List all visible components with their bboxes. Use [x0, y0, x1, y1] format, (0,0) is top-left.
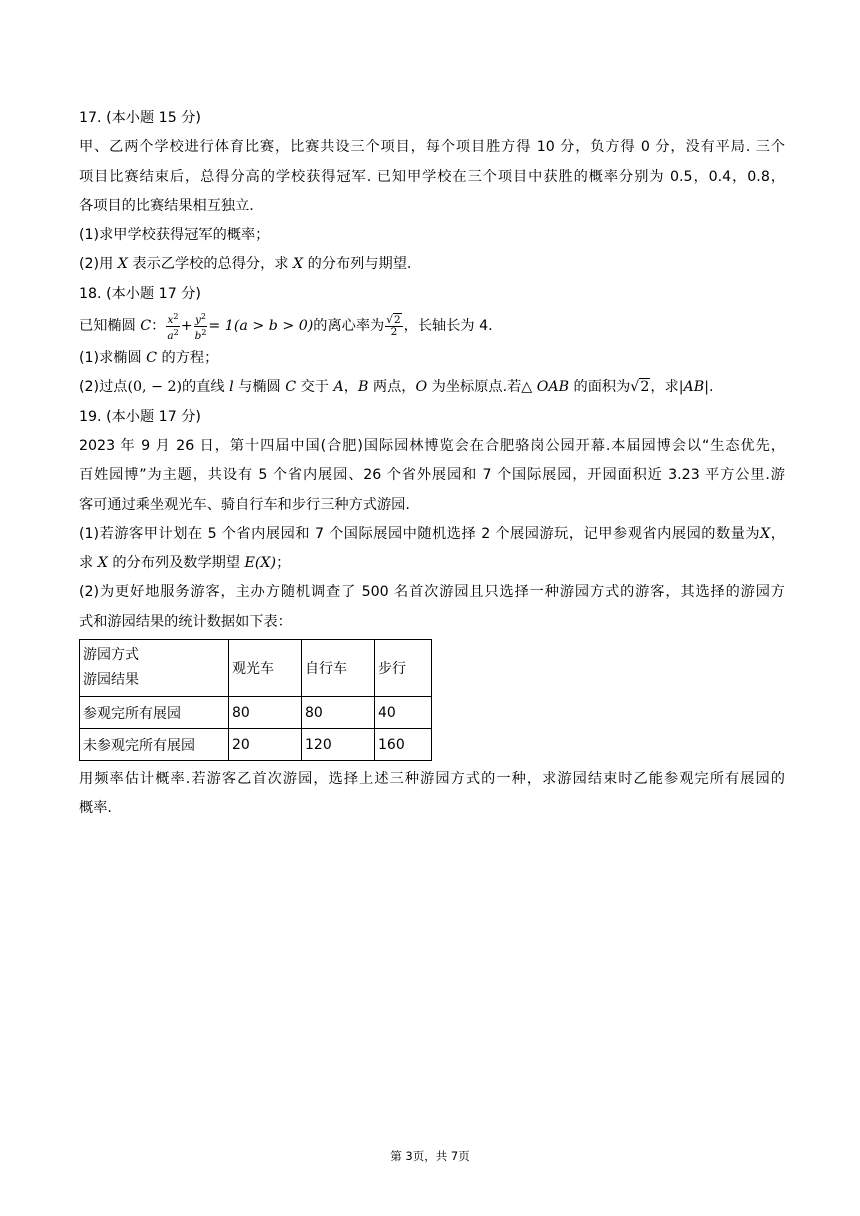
q18-stem — [79, 309, 785, 344]
q18-line-l: l — [229, 379, 234, 396]
column-header: 步行 — [375, 640, 432, 697]
q17-part2-text-c: 的分布列与期望. — [303, 256, 412, 273]
q18-y-sq: 2 — [200, 311, 206, 321]
sqrt-icon: √2 — [630, 379, 650, 396]
q18-part2-c: C — [285, 379, 297, 396]
q18-x: x — [167, 313, 174, 326]
q19-part1-line2-c: ； — [276, 555, 291, 572]
q19-part1-line-1 — [79, 520, 785, 549]
table-cell: 160 — [375, 729, 432, 761]
q19-part1-line2-b: 的分布列及数学期望 — [107, 555, 245, 572]
q18-stem-text-c: ，长轴长为 4. — [403, 318, 493, 335]
q18-eccentricity: $\frac{√2}{2}$ — [386, 313, 401, 338]
q19-stem-line-2: 百姓园博”为主题，共设有 5 个省内展园、26 个省外展园和 7 个国际展园，开园面积近 3.23 平方公里.游 — [79, 467, 785, 484]
q19-title: 19. (本小题 17 分) — [79, 408, 201, 425]
q18-part2-text-g: 为坐标原点.若 — [427, 379, 522, 396]
q19-expectation: E(X) — [244, 555, 277, 572]
q18-ab-length: |AB| — [678, 379, 709, 396]
q18-a-sq: 2 — [173, 327, 179, 337]
q18-part2-text-c: 与椭圆 — [233, 379, 286, 396]
row-label: 参观完所有展园 — [80, 697, 229, 729]
q17-title: 17. (本小题 15 分) — [79, 110, 201, 126]
q18-triangle: △ OAB — [521, 379, 570, 396]
q18-x-sq: 2 — [173, 311, 179, 321]
table-cell: 80 — [302, 697, 375, 729]
sqrt-icon: √2 — [386, 313, 401, 326]
table-cell: 20 — [229, 729, 302, 761]
column-header: 观光车 — [229, 640, 302, 697]
corner-top-label: 游园方式 — [83, 647, 139, 664]
q18-part2-text-f: 两点， — [368, 379, 416, 396]
q18-a: a — [167, 329, 174, 342]
q18-stem-text-b: 的离心率为 — [313, 318, 385, 335]
q18-origin-o: O — [415, 379, 428, 396]
page-content — [79, 104, 785, 824]
q18-b-sq: 2 — [201, 327, 207, 337]
q19-closing-line-2: 概率. — [79, 800, 112, 817]
q18-part1-text-b: 的方程； — [157, 350, 219, 367]
q18-part2 — [79, 373, 785, 402]
q17-part2-text-b: 表示乙学校的总得分，求 — [127, 256, 293, 273]
q18-point-a: A — [333, 379, 344, 396]
q19-part1-line-2 — [79, 549, 785, 578]
q18-part2-text-d: 交于 — [296, 379, 334, 396]
table-cell: 40 — [375, 697, 432, 729]
table-cell: 120 — [302, 729, 375, 761]
table-row — [80, 729, 432, 761]
q18-part2-text-j: . — [708, 379, 714, 396]
q18-part2-text-b: 的直线 — [182, 379, 230, 396]
q18-part2-text-e: ， — [343, 379, 358, 396]
q17-stem-line-1: 甲、乙两个学校进行体育比赛，比赛共设三个项目，每个项目胜方得 10 分，负方得 0 分，没有平局. 三个 — [79, 139, 785, 156]
q18-point-b: B — [357, 379, 369, 396]
q18-condition: = 1(a > b > 0) — [208, 318, 314, 335]
row-label: 未参观完所有展园 — [80, 729, 229, 761]
q18-colon: ： — [151, 318, 166, 335]
q19-part1-text-a: (1)若游客甲计划在 5 个省内展园和 7 个国际展园中随机选择 2 个展园游玩，记甲参观省内展园的数量为 — [79, 525, 761, 542]
q18-point: (0, − 2) — [127, 379, 183, 396]
q19-stem-line-1: 2023 年 9 月 26 日，第十四届中国(合肥)国际园林博览会在合肥骆岗公园开幕.本届园博会以“生态优先， — [79, 437, 785, 454]
q17-part2 — [79, 250, 785, 279]
q19-part1-line2-x: X — [97, 555, 108, 572]
q17-stem-line-2: 项目比赛结束后，总得分高的学校获得冠军. 已知甲学校在三个项目中获胜的概率分别为 0.5，0.4，0.8， — [79, 168, 785, 185]
q18-part2-text-a: (2)过点 — [79, 379, 128, 396]
q18-title: 18. (本小题 17 分) — [79, 285, 201, 302]
q19-stem-line-3: 客可通过乘坐观光车、骑自行车和步行三种方式游园. — [79, 496, 410, 513]
q18-b: b — [194, 329, 202, 342]
corner-bottom-label: 游园结果 — [83, 672, 139, 689]
q17-part2-var-x-2: X — [293, 256, 304, 273]
q19-part1-line2-a: 求 — [79, 555, 98, 572]
q19-part2-line-2: 式和游园结果的统计数据如下表： — [79, 613, 292, 630]
q19-part1-text-b: ， — [770, 525, 785, 542]
q18-part1 — [79, 344, 785, 373]
table-corner-cell — [80, 640, 229, 697]
table-row — [80, 697, 432, 729]
q18-part1-text-a: (1)求椭圆 — [79, 350, 147, 367]
q18-part1-c: C — [146, 350, 158, 367]
q18-frac-y — [194, 311, 208, 342]
page-footer: 第 3页，共 7页 — [390, 1149, 470, 1163]
q18-ellipse-c: C — [140, 318, 152, 335]
q18-part2-text-i: ，求 — [650, 379, 679, 396]
q17-part2-var-x: X — [117, 256, 128, 273]
table-header-row — [80, 640, 432, 697]
q19-closing-line-1: 用频率估计概率.若游客乙首次游园，选择上述三种游园方式的一种，求游园结束时乙能参观完所有展园的 — [79, 771, 785, 788]
table-cell: 80 — [229, 697, 302, 729]
q17-part1: (1)求甲学校获得冠军的概率； — [79, 227, 270, 244]
q18-plus: + — [180, 318, 193, 335]
stats-table — [79, 639, 432, 761]
q18-y: y — [194, 313, 201, 326]
q18-frac-x — [166, 311, 179, 342]
q17-part2-text-a: (2)用 — [79, 256, 118, 273]
q18-stem-text-a: 已知椭圆 — [79, 318, 141, 335]
q17-stem-line-3: 各项目的比赛结果相互独立. — [79, 197, 254, 214]
q19-part2-line-1: (2)为更好地服务游客，主办方随机调查了 500 名首次游园且只选择一种游园方式的游客，其选择的游园方 — [79, 584, 785, 601]
q19-part1-var-x: X — [760, 525, 771, 542]
q18-part2-text-h: 的面积为 — [569, 379, 631, 396]
column-header: 自行车 — [302, 640, 375, 697]
